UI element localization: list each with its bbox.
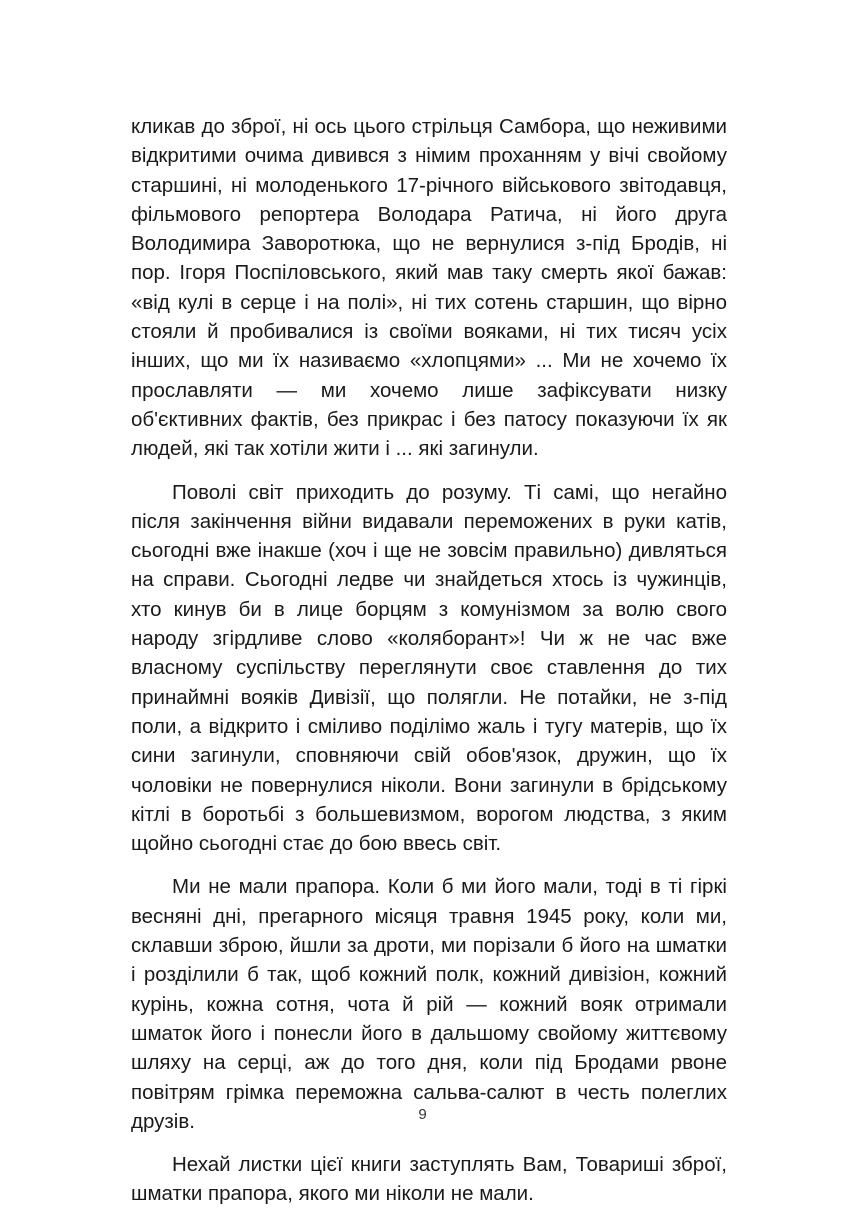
paragraph-3: Ми не мали прапора. Коли б ми його мали, тоді в ті гіркі весняні дні, прегарного місяця травня 1945 року, коли ми, склавши зброю, йшли за дроти, ми порізали б його на шматки і розділили б так, щоб кожний полк, кожний дивізіон, кожний курінь, кожна сотня, чота й рій — кожний вояк отримали шматок його і понесли його в дальшому свойому життєвому шляху на серці, аж до того дня, коли під Бродами рвоне повітрям грімка переможна сальва-салют в честь полеглих друзів. — [131, 875, 727, 1133]
page-number: 9 — [418, 1106, 427, 1123]
paragraph-1: кликав до зброї, ні ось цього стрільця Самбора, що неживими відкритими очима дивився з німим проханням у вічі свойому старшині, ні молоденького 17-річного військового звітодавця, фільмового репортера Володара Ратича, ні його друга Володимира Заворотюка, що не вернулися з-під Бродів, ні пор. Ігоря Поспіловського, який мав таку смерть якої бажав: «від кулі в серце і на полі», ні тих сотень старшин, що вірно стояли й пробивалися із своїми вояками, ні тих тисяч усіх інших, що ми їх називаємо «хлопцями» ... Ми не хочемо їх прославляти — ми хочемо лише зафіксувати низку об'єктивних фактів, без прикрас і без патосу показуючи їх як людей, які так хотіли жити і ... які загинули. — [131, 115, 727, 461]
paragraph-4: Нехай листки цієї книги заступлять Вам, Товариші зброї, шматки прапора, якого ми ніколи не мали. — [131, 1153, 727, 1206]
body-text — [131, 112, 727, 1223]
paragraph-2: Поволі світ приходить до розуму. Ті самі, що негайно після закінчення війни видавали переможених в руки катів, сьогодні вже інакше (хоч і ще не зовсім правильно) дивляться на справи. Сьогодні ледве чи знайдеться хтось із чужинців, хто кинув би в лице борцям з комунізмом за волю свого народу згірдливе слово «коляборант»! Чи ж не час вже власному суспільству переглянути своє ставлення до тих принаймні вояків Дивізії, що полягли. Не потайки, не з-під поли, а відкрито і сміливо поділімо жаль і тугу матерів, що їх сини загинули, сповняючи свій обов'язок, дружин, що їх чоловіки не повернулися ніколи. Вони загинули в брідському кітлі в боротьбі з большевизмом, ворогом людства, з яким щойно сьогодні стає до бою ввесь світ. — [131, 480, 727, 856]
